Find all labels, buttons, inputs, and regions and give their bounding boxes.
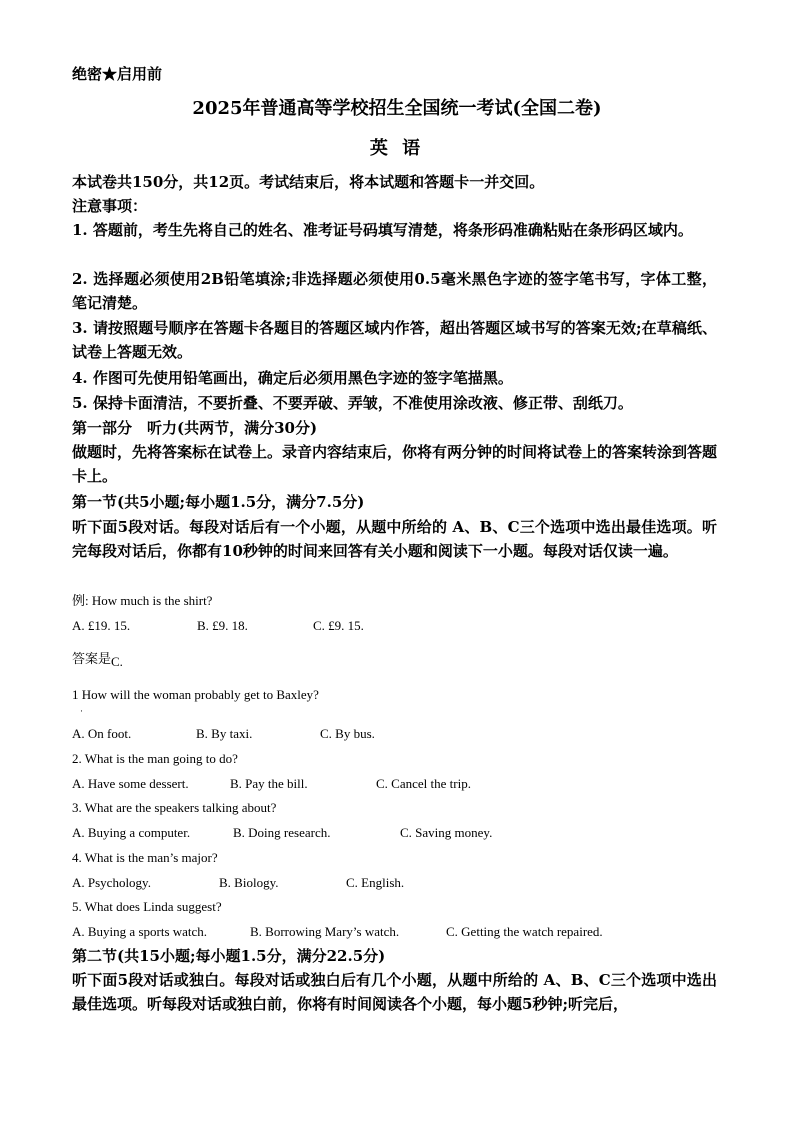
note-item-2: 2. 选择题必须使用2B铅笔填涂;非选择题必须使用0.5毫米黑色字迹的签字笔书写，字体工整，笔记清楚。 <box>72 270 717 312</box>
part1-instructions: 做题时，先将答案标在试卷上。录音内容结束后，你将有两分钟的时间将试卷上的答案转涂到答题卡上。 <box>72 443 718 485</box>
q1-option-b: B. By taxi. <box>196 726 253 741</box>
question-3: 3. What are the speakers talking about? <box>72 800 277 815</box>
note-item-3: 3. 请按照题号顺序在答题卡各题目的答题区域内作答，超出答题区域书写的答案无效;在草稿纸、试卷上答题无效。 <box>72 319 717 361</box>
q3-option-b: B. Doing research. <box>233 825 331 840</box>
question-5: 5. What does Linda suggest? <box>72 899 222 914</box>
question-2-options <box>72 775 717 793</box>
answer-value: C. <box>111 654 123 669</box>
question-4-options <box>72 874 717 892</box>
example-option-a: A. £19. 15. <box>72 618 131 633</box>
secret-label: 绝密★启用前 <box>72 65 163 83</box>
q5-option-c: C. Getting the watch repaired. <box>446 924 603 939</box>
question-1-options <box>72 725 717 743</box>
q4-option-b: B. Biology. <box>219 875 279 890</box>
q1-option-a: A. On foot. <box>72 726 132 741</box>
section2-heading: 第二节(共15小题;每小题1.5分，满分22.5分) <box>72 947 386 965</box>
exam-title: 2025年普通高等学校招生全国统一考试(全国二卷) <box>192 98 602 119</box>
section1-instructions: 听下面5段对话。每段对话后有一个小题，从题中所给的 A、B、C三个选项中选出最佳选项。听完每段对话后，你都有10秒钟的时间来回答有关小题和阅读下一小题。每段对话仅读一遍。 <box>72 518 717 560</box>
section2-instructions: 听下面5段对话或独白。每段对话或独白后有几个小题，从题中所给的 A、B、C三个选项中选出最佳选项。听每段对话或独白前，你将有时间阅读各个小题，每小题5秒钟;听完后， <box>72 971 717 1013</box>
intro-summary: 本试卷共150分，共12页。考试结束后，将本试题和答题卡一并交回。 <box>72 173 545 191</box>
question-2: 2. What is the man going to do? <box>72 751 238 766</box>
q5-option-a: A. Buying a sports watch. <box>72 924 208 939</box>
q3-option-c: C. Saving money. <box>400 825 493 840</box>
note-item-1: 1. 答题前，考生先将自己的姓名、准考证号码填写清楚，将条形码准确粘贴在条形码区域内。 <box>72 221 693 239</box>
q1-option-c: C. By bus. <box>320 726 375 741</box>
example-options <box>72 617 717 635</box>
question-1: 1 How will the woman probably get to Baxley? <box>72 687 319 702</box>
question-4: 4. What is the man’s major? <box>72 850 218 865</box>
notes-heading: 注意事项： <box>72 197 148 215</box>
example-question: 例: How much is the shirt? <box>72 593 213 608</box>
example-option-b: B. £9. 18. <box>197 618 248 633</box>
example-answer <box>72 653 123 672</box>
note-item-5: 5. 保持卡面清洁，不要折叠、不要弄破、弄皱，不准使用涂改液、修正带、刮纸刀。 <box>72 394 633 412</box>
q2-option-c: C. Cancel the trip. <box>376 776 471 791</box>
answer-label: 答案是 <box>72 652 112 667</box>
q4-option-a: A. Psychology. <box>72 875 151 890</box>
stray-dot: · <box>80 706 83 716</box>
subject-title: 英 语 <box>369 138 425 159</box>
question-3-options <box>72 824 717 842</box>
example-option-c: C. £9. 15. <box>313 618 364 633</box>
q5-option-b: B. Borrowing Mary’s watch. <box>250 924 400 939</box>
q2-option-b: B. Pay the bill. <box>230 776 308 791</box>
section1-heading: 第一节(共5小题;每小题1.5分，满分7.5分) <box>72 493 365 511</box>
q4-option-c: C. English. <box>346 875 405 890</box>
part1-heading: 第一部分 听力(共两节，满分30分) <box>72 419 318 437</box>
q3-option-a: A. Buying a computer. <box>72 825 191 840</box>
q2-option-a: A. Have some dessert. <box>72 776 189 791</box>
note-item-4: 4. 作图可先使用铅笔画出，确定后必须用黑色字迹的签字笔描黑。 <box>72 369 513 387</box>
question-5-options <box>72 923 717 941</box>
